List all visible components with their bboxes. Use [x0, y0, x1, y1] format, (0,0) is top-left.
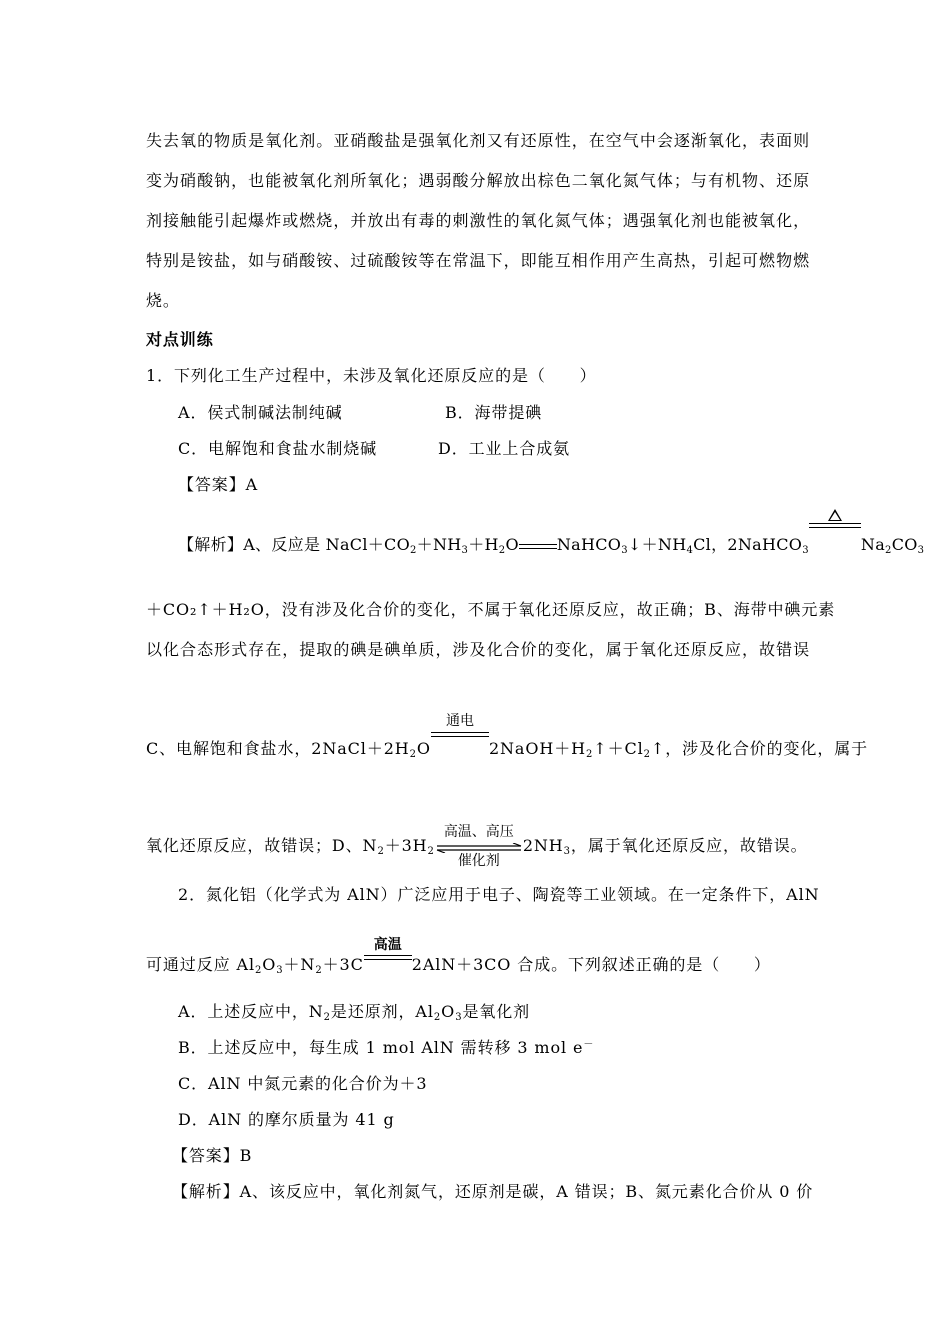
q2-stem-line-1: 2．氮化铝（化学式为 AlN）广泛应用于电子、陶瓷等工业领域。在一定条件下，AlN — [178, 885, 820, 904]
high-temp-label: 高温 — [373, 936, 402, 953]
q1-option-b: B．海带提碘 — [445, 403, 543, 422]
intro-line-2: 变为硝酸钠，也能被氧化剂所氧化；遇弱酸分解放出棕色二氧化氮气体；与有机物、还原 — [146, 171, 810, 190]
q1-option-a: A．侯式制碱法制纯碱 — [178, 403, 343, 422]
q2-option-b: B．上述反应中，每生成 1 mol AlN 需转移 3 mol e－ — [178, 1038, 595, 1057]
q2-option-c: C．AlN 中氮元素的化合价为＋3 — [178, 1074, 428, 1093]
q1-explanation-line-2: ＋CO₂↑＋H₂O，没有涉及化合价的变化，不属于氧化还原反应，故正确；B、海带中碘元素 — [146, 600, 836, 619]
electrolysis-label: 通电 — [445, 712, 474, 729]
intro-line-3: 剂接触能引起爆炸或燃烧，并放出有毒的刺激性的氧化氮气体；遇强氧化剂也能被氧化， — [146, 211, 810, 230]
intro-line-1: 失去氧的物质是氧化剂。亚硝酸盐是强氧化剂又有还原性，在空气中会逐渐氧化，表面则 — [146, 131, 810, 150]
arrow-top-label: 高温、高压 — [443, 823, 514, 840]
intro-line-5: 烧。 — [146, 291, 180, 310]
q2-answer: 【答案】B — [172, 1146, 253, 1165]
q1-stem: 1．下列化工生产过程中，未涉及氧化还原反应的是（ ） — [146, 366, 597, 385]
section-title: 对点训练 — [146, 330, 214, 349]
q2-option-a: A．上述反应中，$N_2$是还原剂，$Al_2O_3$是氧化剂 — [178, 1002, 531, 1023]
reversible-arrow — [435, 823, 523, 869]
high-temp-condition-equals — [364, 936, 412, 973]
exp1-head: 【解析】A、反应是 NaCl＋CO — [178, 535, 410, 554]
q2-stem-line-2: 可通过反应 $Al_2O_3+N_2+3C$ 高温 2AlN＋3CO 合成。下列叙述正确的是（ ） — [146, 936, 771, 976]
electrolysis-condition-equals — [431, 712, 489, 757]
q1-option-c: C．电解饱和食盐水制烧碱 — [178, 439, 378, 458]
q1-answer: 【答案】A — [178, 475, 259, 494]
q1-explanation-line-3: 以化合态形式存在，提取的碘是碘单质，涉及化合价的变化，属于氧化还原反应，故错误 — [146, 640, 810, 659]
q1-explanation-line-5: 氧化还原反应，故错误；D、$N_2+3H_2$ 高温、高压 催化剂 $2NH_3$，属于氧化还原反应，故错误。 — [146, 823, 808, 869]
q1-explanation-line-1: 【解析】A、反应是 $NaCl+CO_2+NH_3+H_2O$ $NaHCO_3↓+NH_4Cl$，2NaHCO$_3$ $Na_2CO_3$ — [178, 535, 924, 555]
reversible-arrow-icon — [435, 843, 523, 853]
arrow-bottom-label: 催化剂 — [457, 852, 500, 869]
q1-explanation-line-4: C、电解饱和食盐水，$2NaCl+2H_2O$ 通电 $2NaOH+H_2↑+Cl_2↑$，涉及化合价的变化，属于 — [146, 712, 869, 760]
heat-triangle-icon — [828, 509, 842, 521]
heat-condition-equals — [809, 539, 861, 553]
intro-line-4: 特别是铵盐，如与硝酸铵、过硫酸铵等在常温下，即能互相作用产生高热，引起可燃物燃 — [146, 251, 810, 270]
equals-sign-1 — [519, 539, 557, 553]
q2-option-d: D．AlN 的摩尔质量为 41 g — [178, 1110, 395, 1129]
q2-explanation: 【解析】A、该反应中，氧化剂氮气，还原剂是碳，A 错误；B、氮元素化合价从 0 价 — [172, 1182, 814, 1201]
q1-option-d: D．工业上合成氨 — [438, 439, 571, 458]
